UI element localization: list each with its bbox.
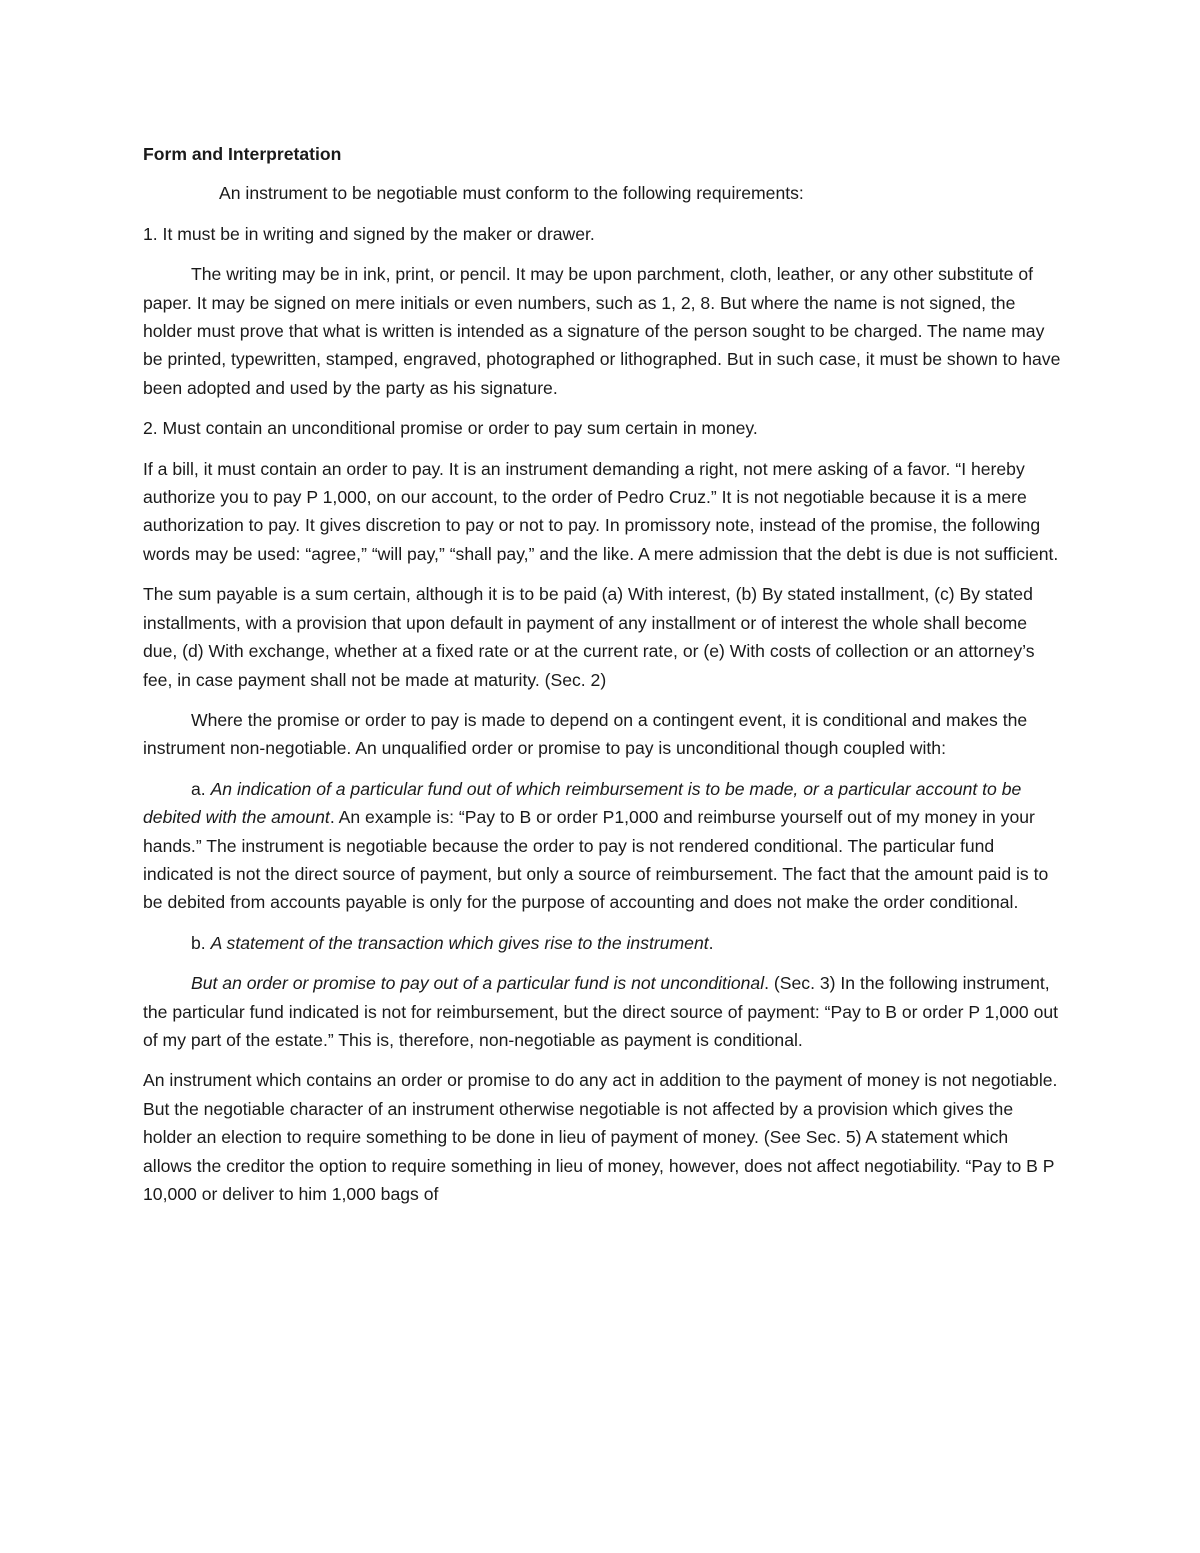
item-b-italic: A statement of the transaction which gives rise to the instrument [210,932,709,953]
item-a-paragraph [143,775,1061,917]
item-a-italic: An indication of a particular fund out of which reimbursement is to be made, or a particular account to be debited with the amount [143,778,1022,828]
intro-paragraph: An instrument to be negotiable must conform to the following requirements: [219,183,804,204]
particular-fund-italic: But an order or promise to pay out of a particular fund is not unconditional [191,973,765,994]
particular-fund-text: . (Sec. 3) In the following instrument, the particular fund indicated is not for reimbursement, but the direct source of payment: “Pay to B or order P 1,000 out of my part of the estate.” This is, therefore, non-negotiable as payment is conditional. [143,973,1059,1050]
additional-act-paragraph: An instrument which contains an order or promise to do any act in addition to the payment of money is not negotiable. But the negotiable character of an instrument otherwise negotiable is not affected by a provision which gives the holder an election to require something to be done in lieu of payment of money. (See Sec. 5) A statement which allows the creditor the option to require something in lieu of money, however, does not affect negotiability. “Pay to B P 10,000 or deliver to him 1,000 bags of [143,1070,1058,1204]
item-a-text: . An example is: “Pay to B or order P1,000 and reimburse yourself out of my money in your hands.” The instrument is negotiable because the order to pay is not rendered conditional. The particular fund indicated is not the direct source of payment, but only a source of reimbursement. The fact that the amount paid is to be debited from accounts payable is only for the purpose of accounting and does not make the order conditional. [143,807,1049,913]
document-body [143,140,1061,1220]
requirement-2-heading: 2. Must contain an unconditional promise or order to pay sum certain in money. [143,418,758,439]
item-b-text: . [708,932,714,953]
requirement-1-body: The writing may be in ink, print, or pencil. It may be upon parchment, cloth, leather, or any other substitute of paper. It may be signed on mere initials or even numbers, such as 1, 2, 8. But where the name is not signed, the holder must prove that what is written is intended as a signature of the person sought to be charged. The name may be printed, typewritten, stamped, engraved, photographed or lithographed. But in such case, it must be shown to have been adopted and used by the party as his signature. [143,264,1061,398]
contingent-event-paragraph: Where the promise or order to pay is made to depend on a contingent event, it is conditional and makes the instrument non-negotiable. An unqualified order or promise to pay is unconditional though coupled with: [143,709,1028,759]
sum-certain-paragraph: The sum payable is a sum certain, although it is to be paid (a) With interest, (b) By stated installment, (c) By stated installments, with a provision that upon default in payment of any installment or of interest the whole shall become due, (d) With exchange, whether at a fixed rate or at the current rate, or (e) With costs of collection or an attorney’s fee, in case payment shall not be made at maturity. (Sec. 2) [143,584,1035,690]
item-a-label: a. [191,778,211,799]
requirement-2-body: If a bill, it must contain an order to pay. It is an instrument demanding a right, not mere asking of a favor. “I hereby authorize you to pay P 1,000, on our account, to the order of Pedro Cruz.” It is not negotiable because it is a mere authorization to pay. It gives discretion to pay or not to pay. In promissory note, instead of the promise, the following words may be used: “agree,” “will pay,” “shall pay,” and the like. A mere admission that the debt is due is not sufficient. [143,458,1059,564]
document-title: Form and Interpretation [143,144,342,164]
requirement-1-heading: 1. It must be in writing and signed by the maker or drawer. [143,223,595,244]
particular-fund-paragraph [143,969,1061,1054]
item-b-label: b. [191,932,211,953]
item-b-paragraph [143,929,1061,957]
